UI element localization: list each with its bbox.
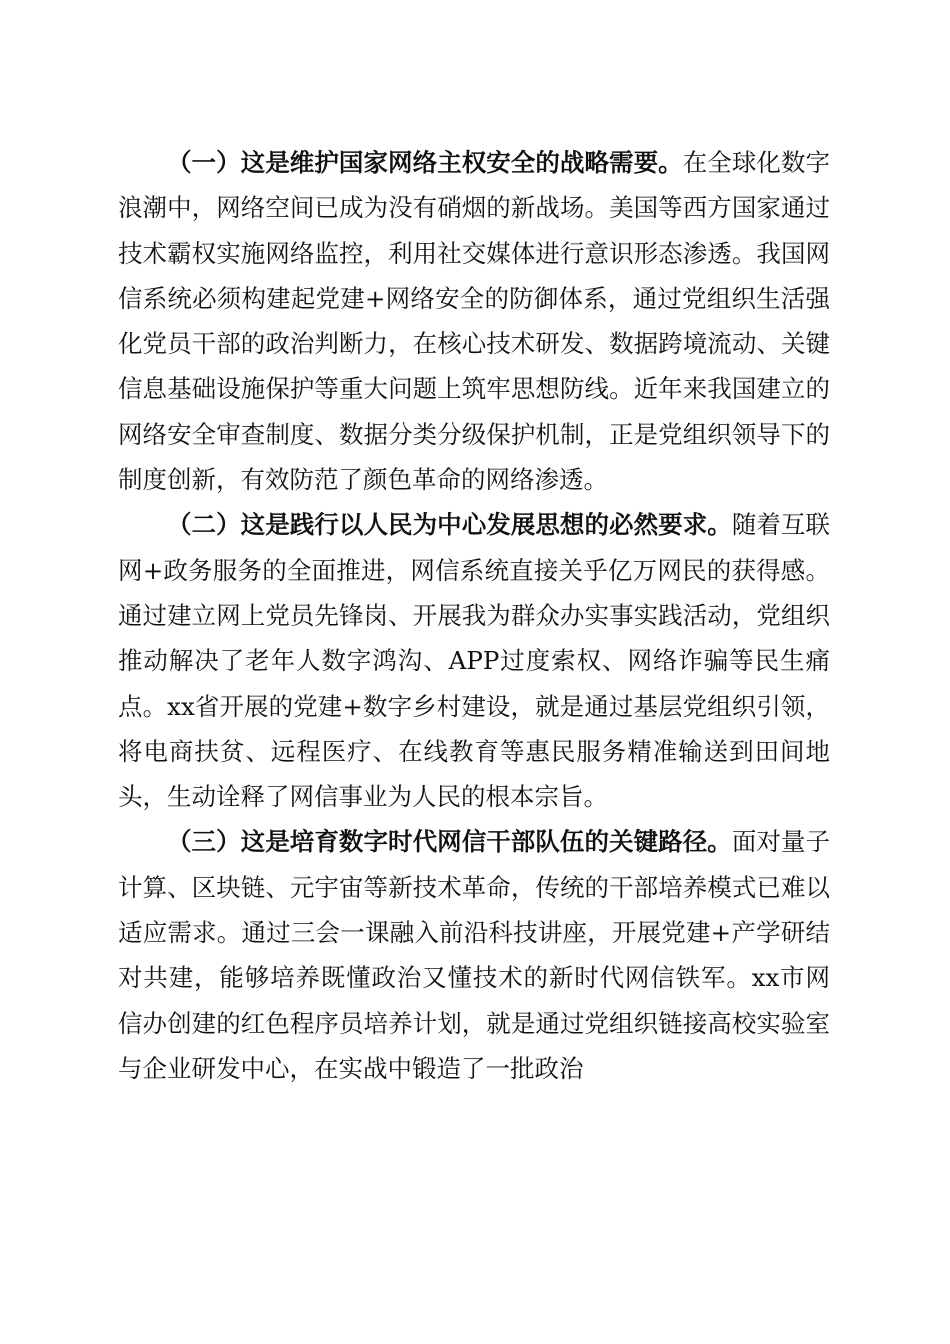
paragraph-2 — [118, 502, 830, 819]
paragraph-3 — [118, 819, 830, 1091]
paragraph-3-text: 面对量子计算、区块链、元宇宙等新技术革命，传统的干部培养模式已难以适应需求。通过三会一课融入前沿科技讲座，开展党建+产学研结对共建，能够培养既懂政治又懂技术的新时代网信铁军。xx市网信办创建的红色程序员培养计划，就是通过党组织链接高校实验室与企业研发中心，在实战中锻造了一批政治 — [118, 827, 831, 1083]
paragraph-2-heading: （二）这是践行以人民为中心发展思想的必然要求。 — [167, 510, 732, 540]
paragraph-2-text: 随着互联网+政务服务的全面推进，网信系统直接关乎亿万网民的获得感。通过建立网上党员先锋岗、开展我为群众办实事实践活动，党组织推动解决了老年人数字鸿沟、APP过度索权、网络诈骗等民生痛点。xx省开展的党建+数字乡村建设，就是通过基层党组织引领，将电商扶贫、远程医疗、在线教育等惠民服务精准输送到田间地头，生动诠释了网信事业为人民的根本宗旨。 — [118, 510, 831, 812]
paragraph-1-text: 在全球化数字浪潮中，网络空间已成为没有硝烟的新战场。美国等西方国家通过技术霸权实施网络监控，利用社交媒体进行意识形态渗透。我国网信系统必须构建起党建+网络安全的防御体系，通过党组织生活强化党员干部的政治判断力，在核心技术研发、数据跨境流动、关键信息基础设施保护等重大问题上筑牢思想防线。近年来我国建立的网络安全审查制度、数据分类分级保护机制，正是党组织领导下的制度创新，有效防范了颜色革命的网络渗透。 — [118, 148, 831, 495]
document-body — [118, 140, 830, 1091]
paragraph-1 — [118, 140, 830, 502]
paragraph-3-heading: （三）这是培育数字时代网信干部队伍的关键路径。 — [167, 827, 732, 857]
paragraph-1-heading: （一）这是维护国家网络主权安全的战略需要。 — [167, 148, 683, 177]
